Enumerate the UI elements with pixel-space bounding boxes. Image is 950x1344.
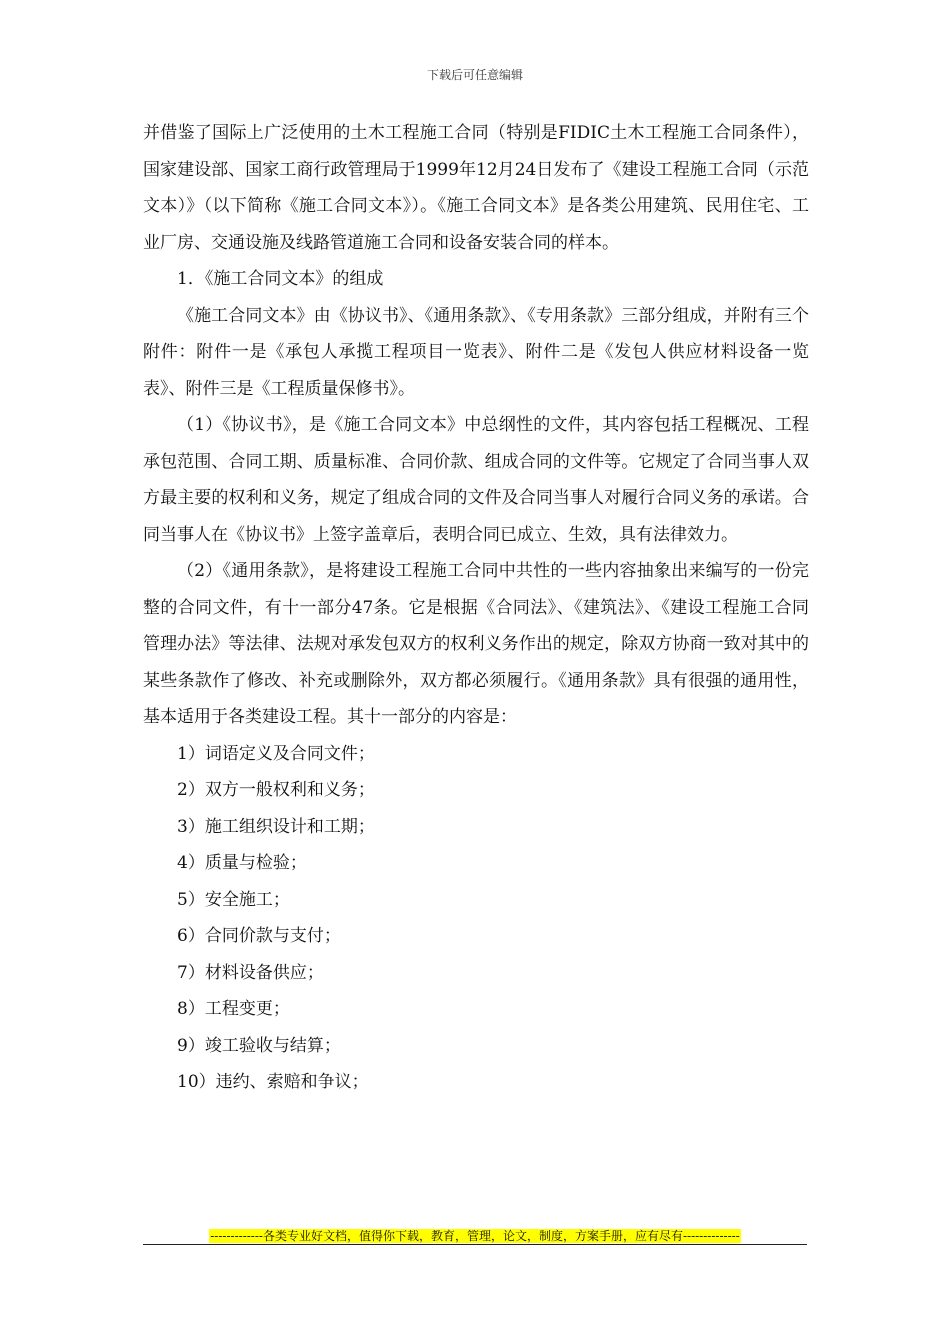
list-item: 1）词语定义及合同文件； — [177, 743, 375, 764]
paragraph-general-terms: （2）《通用条款》，是将建设工程施工合同中共性的一些内容抽象出来编写的一份完整的合同文件，有十一部分47条。它是根据《合同法》、《建筑法》、《建设工程施工合同管理办法》等法律、法规对承发包双方的权利义务作出的规定，除双方协商一致对其中的某些条款作了修改、补充或删除外，双方都必须履行。《通用条款》具有很强的通用性，基本适用于各类建设工程。其十一部分的内容是： — [143, 561, 809, 727]
list-item: 3）施工组织设计和工期； — [177, 816, 375, 837]
list-item: 2）双方一般权利和义务； — [177, 780, 375, 800]
paragraph-composition: 《施工合同文本》由《协议书》、《通用条款》、《专用条款》三部分组成，并附有三个附件：附件一是《承包人承揽工程项目一览表》、附件二是《发包人供应材料设备一览表》、附件三是《工程质量保修书》。 — [143, 305, 809, 399]
paragraph-agreement: （1）《协议书》，是《施工合同文本》中总纲性的文件，其内容包括工程概况、工程承包范围、合同工期、质量标准、合同价款、组成合同的文件等。它规定了合同当事人双方最主要的权利和义务，规定了组成合同的文件及合同当事人对履行合同义务的承诺。合同当事人在《协议书》上签字盖章后，表明合同已成立、生效，具有法律效力。 — [143, 415, 809, 545]
footer-divider — [143, 1244, 807, 1245]
list-item: 4）质量与检验； — [177, 853, 307, 873]
page-header: 下载后可任意编辑 — [426, 68, 523, 82]
section-heading-1: 1．《施工合同文本》的组成 — [177, 269, 384, 289]
list-item: 10）违约、索赔和争议； — [177, 1072, 369, 1092]
general-terms-list — [143, 736, 809, 1101]
document-body — [143, 115, 809, 1101]
list-item: 6）合同价款与支付； — [177, 926, 341, 946]
list-item: 5）安全施工； — [177, 889, 290, 910]
list-item: 7）材料设备供应； — [177, 962, 324, 983]
footer-banner — [143, 1225, 807, 1244]
list-item: 8）工程变更； — [177, 999, 290, 1019]
paragraph-intro: 并借鉴了国际上广泛使用的土木工程施工合同（特别是FIDIC土木工程施工合同条件），国家建设部、国家工商行政管理局于1999年12月24日发布了《建设工程施工合同（示范文本）》（以下简称《施工合同文本》）。《施工合同文本》是各类公用建筑、民用住宅、工业厂房、交通设施及线路管道施工合同和设备安装合同的样本。 — [143, 123, 809, 253]
list-item: 9）竣工验收与结算； — [177, 1035, 341, 1056]
footer-banner-text: -------------各类专业好文档，值得你下载，教育，管理，论文，制度，方案手册，应有尽有-------------- — [210, 1229, 740, 1243]
